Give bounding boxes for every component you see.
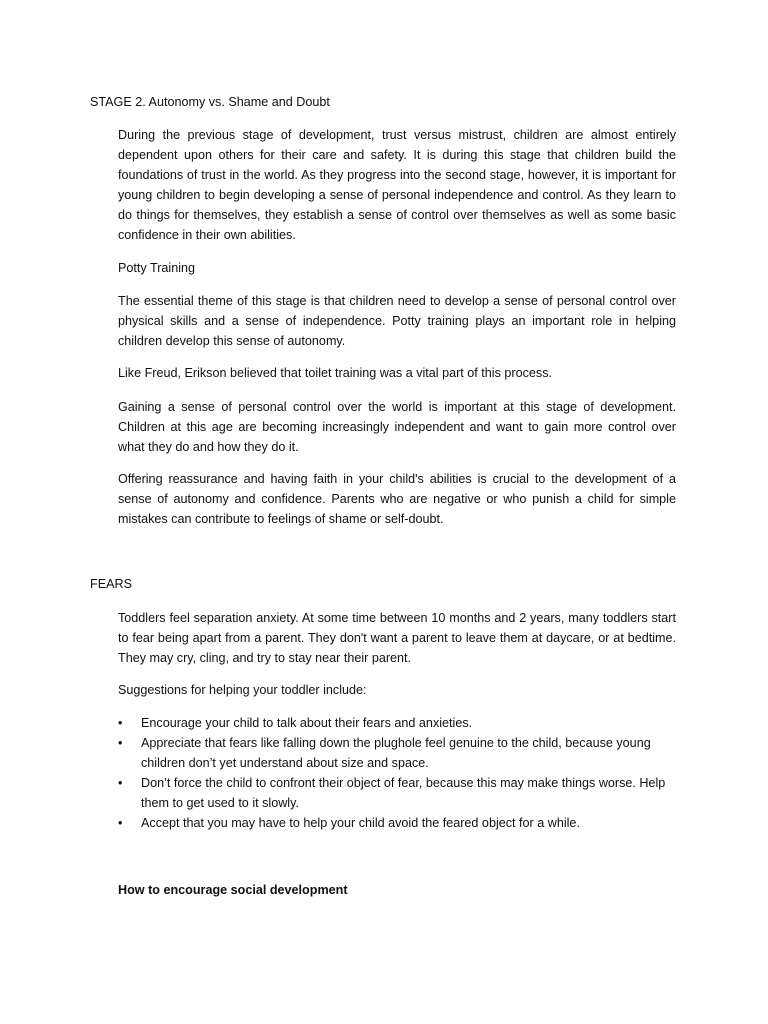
stage-paragraph-1: The essential theme of this stage is that children need to develop a sense of personal control over physical skills and a sense of independence. Potty training plays an important role in helping children develop this sense of autonomy.: [118, 294, 676, 348]
bullet-icon: •: [118, 716, 123, 730]
stage-heading: STAGE 2. Autonomy vs. Shame and Doubt: [90, 95, 330, 109]
fears-intro-paragraph: Toddlers feel separation anxiety. At some time between 10 months and 2 years, many toddlers start to fear being apart from a parent. They don't want a parent to leave them at daycare, or at bedtime. They may cry, cling, and try to stay near their parent.: [118, 611, 676, 665]
list-item: [118, 733, 676, 773]
list-item: [118, 713, 676, 733]
stage-paragraph-4: Offering reassurance and having faith in your child's abilities is crucial to the development of a sense of autonomy and confidence. Parents who are negative or who punish a child for simple mistakes can contribute to feelings of shame or self-doubt.: [118, 472, 676, 526]
potty-training-subheading: Potty Training: [118, 261, 196, 275]
list-item-text: Encourage your child to talk about their fears and anxieties.: [141, 716, 473, 730]
suggestions-label: Suggestions for helping your toddler include:: [118, 683, 367, 697]
social-development-heading: How to encourage social development: [118, 883, 348, 897]
list-item: [118, 773, 676, 813]
list-item-text: Appreciate that fears like falling down the plughole feel genuine to the child, because young children don’t yet understand about size and space.: [141, 736, 651, 770]
suggestions-list: [118, 713, 676, 833]
list-item: [118, 813, 676, 833]
stage-paragraph-2: Like Freud, Erikson believed that toilet training was a vital part of this process.: [118, 366, 552, 380]
fears-heading: FEARS: [90, 577, 132, 591]
stage-paragraph-3: Gaining a sense of personal control over the world is important at this stage of development. Children at this age are becoming increasingly independent and want to gain more control over what they do and how they do it.: [118, 400, 676, 454]
bullet-icon: •: [118, 736, 123, 750]
list-item-text: Don’t force the child to confront their object of fear, because this may make things worse. Help them to get used to it slowly.: [141, 776, 666, 810]
stage-intro-paragraph: During the previous stage of development, trust versus mistrust, children are almost entirely dependent upon others for their care and safety. It is during this stage that children build the foundations of trust in the world. As they progress into the second stage, however, it is important for young children to begin developing a sense of personal independence and control. As they learn to do things for themselves, they establish a sense of control over themselves as well as some basic confidence in their own abilities.: [118, 128, 676, 242]
bullet-icon: •: [118, 776, 123, 790]
bullet-icon: •: [118, 816, 123, 830]
list-item-text: Accept that you may have to help your child avoid the feared object for a while.: [141, 816, 580, 830]
